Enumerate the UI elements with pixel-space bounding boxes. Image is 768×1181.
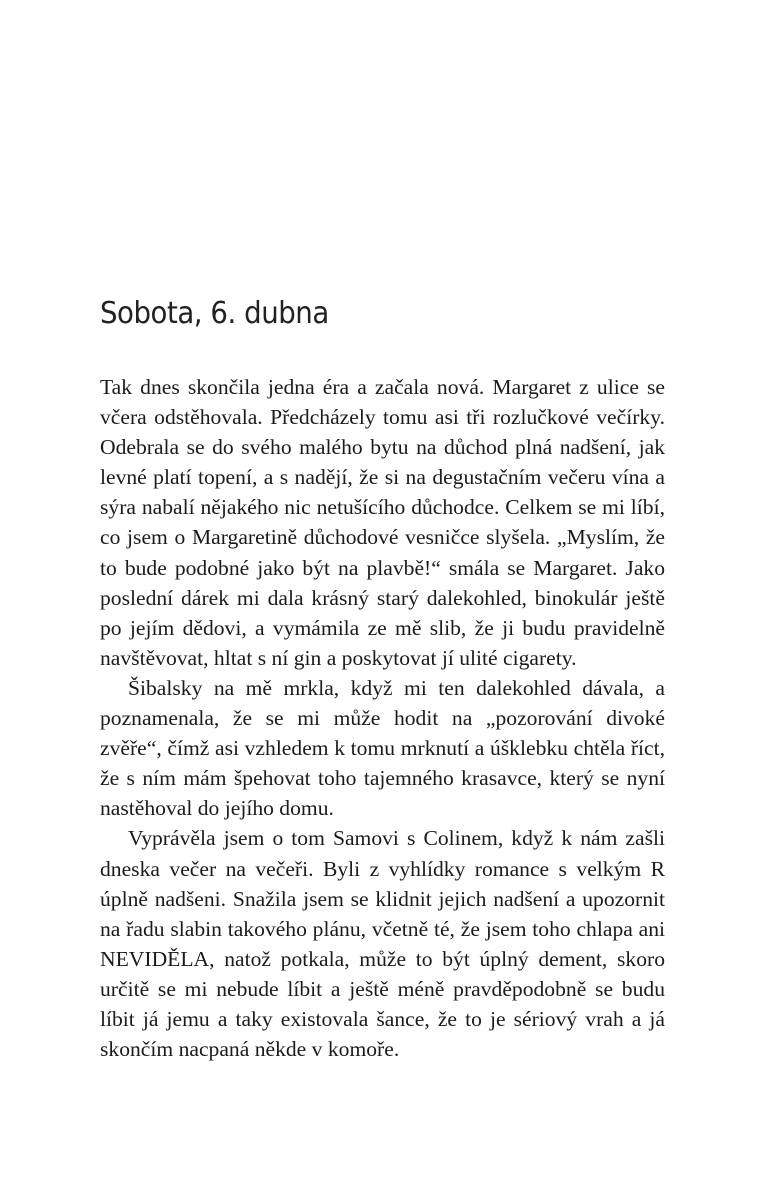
chapter-heading: Sobota, 6. dubna bbox=[100, 296, 329, 331]
paragraph-1: Tak dnes skončila jedna éra a začala nová. Margaret z ulice se včera odstěhovala. Předcházely tomu asi tři rozlučkové večírky. Odebrala se do svého malého bytu na důchod plná nadšení, jak levné platí topení, a s nadějí, že si na degustačním večeru vína a sýra nabalí nějakého nic netušícího důchodce. Celkem se mi líbí, co jsem o Margaretině důchodové vesničce slyšela. „Myslím, že to bude podobné jako být na plavbě!“ smála se Margaret. Jako poslední dárek mi dala krásný starý dalekohled, binokulár ještě po jejím dědovi, a vymámila ze mě slib, že ji budu pravidelně navštěvovat, hltat s ní gin a poskytovat jí ulité cigarety. bbox=[100, 375, 665, 670]
body-text bbox=[100, 372, 665, 1064]
paragraph-3: Vyprávěla jsem o tom Samovi s Colinem, když k nám zašli dneska večer na večeři. Byli z vyhlídky romance s velkým R úplně nadšeni. Snažila jsem se klidnit jejich nadšení a upozornit na řadu slabin takového plánu, včetně té, že jsem toho chlapa ani NEVIDĚLA, natož potkala, může to být úplný dement, skoro určitě se mi nebude líbit a ještě méně pravděpodobně se budu líbit já jemu a taky existovala šance, že to je sériový vrah a já skončím nacpaná někde v komoře. bbox=[100, 826, 665, 1062]
paragraph-2: Šibalsky na mě mrkla, když mi ten dalekohled dávala, a poznamenala, že se mi může hodit na „pozorování divoké zvěře“, čímž asi vzhledem k tomu mrknutí a úšklebku chtěla říct, že s ním mám špehovat toho tajemného krasavce, který se nyní nastěhoval do jejího domu. bbox=[100, 675, 665, 821]
